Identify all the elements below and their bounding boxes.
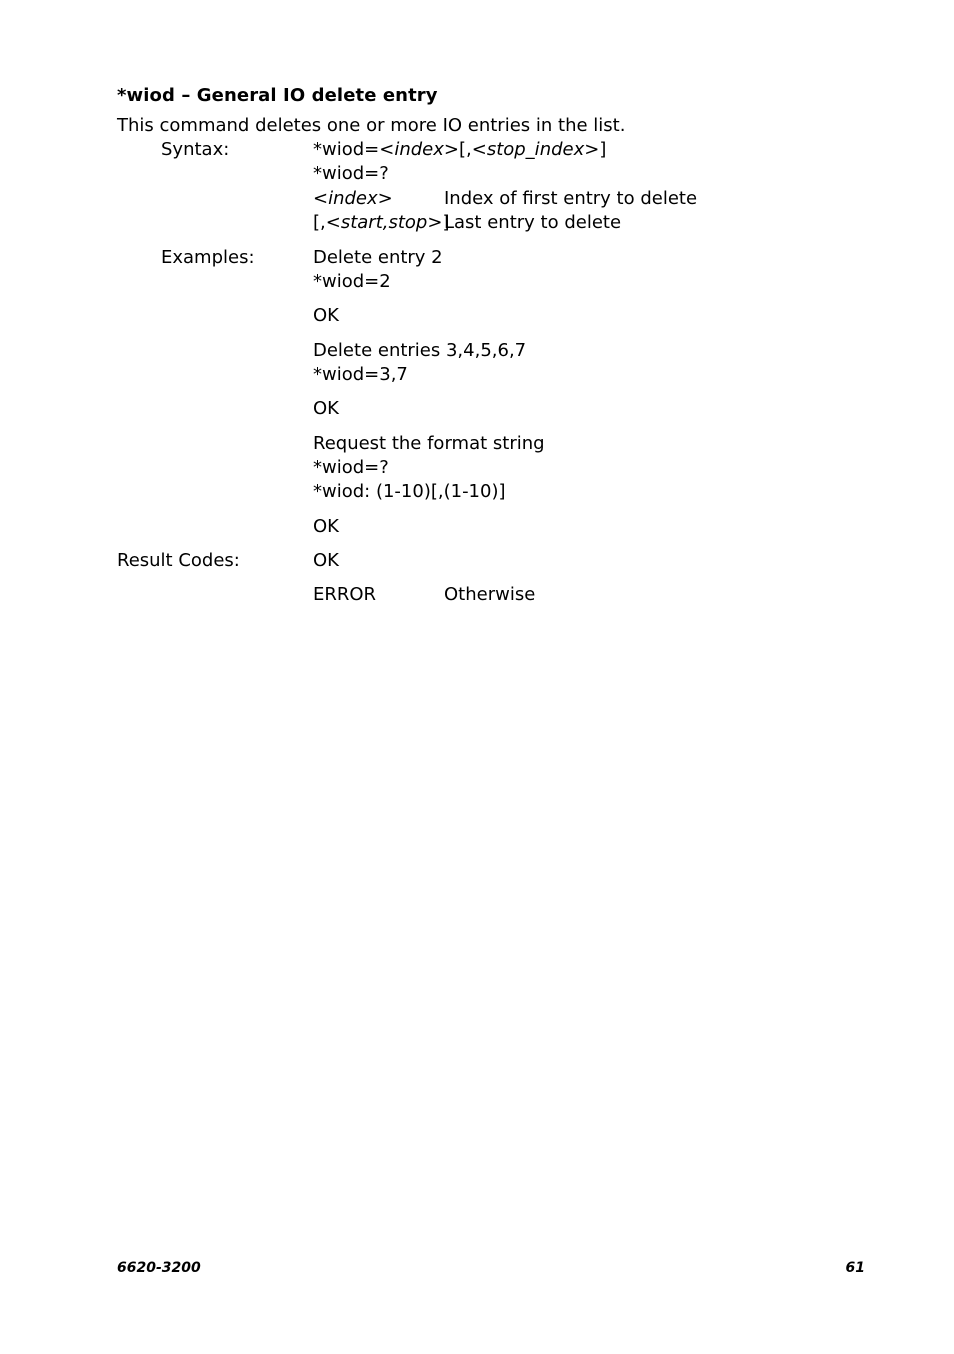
example-description: Delete entry 2 (313, 247, 443, 268)
example-output: *wiod: (1-10)[,(1-10)] (313, 481, 506, 502)
footer-page-number: 61 (845, 1260, 865, 1276)
syntax-param-stop-index: stop_index (486, 139, 585, 160)
examples-label: Examples: (161, 247, 255, 268)
section-intro: This command deletes one or more IO entries in the list. (117, 115, 626, 136)
section-heading: *wiod – General IO delete entry (117, 85, 438, 106)
example-command: *wiod=3,7 (313, 364, 408, 385)
param-name: [,<start,stop>] (313, 212, 450, 233)
syntax-line-1 (313, 139, 606, 160)
footer-doc-number: 6620-3200 (117, 1260, 201, 1276)
example-description: Request the format string (313, 433, 545, 454)
param-description: Index of first entry to delete (444, 188, 698, 209)
param-description: Last entry to delete (444, 212, 622, 233)
param-name: <index> (313, 188, 393, 209)
result-code-description: Otherwise (444, 584, 536, 605)
result-codes-label: Result Codes: (117, 550, 240, 571)
syntax-suffix: >] (584, 139, 607, 160)
example-command: *wiod=? (313, 457, 389, 478)
result-code: OK (313, 550, 339, 571)
syntax-label: Syntax: (161, 139, 230, 160)
example-response: OK (313, 516, 339, 537)
example-description: Delete entries 3,4,5,6,7 (313, 340, 527, 361)
syntax-middle: >[,< (443, 139, 487, 160)
syntax-param-index: index (394, 139, 444, 160)
result-code: ERROR (313, 584, 377, 605)
syntax-line-2: *wiod=? (313, 163, 389, 184)
example-command: *wiod=2 (313, 271, 391, 292)
example-response: OK (313, 305, 339, 326)
syntax-prefix: *wiod=< (313, 139, 395, 160)
example-response: OK (313, 398, 339, 419)
